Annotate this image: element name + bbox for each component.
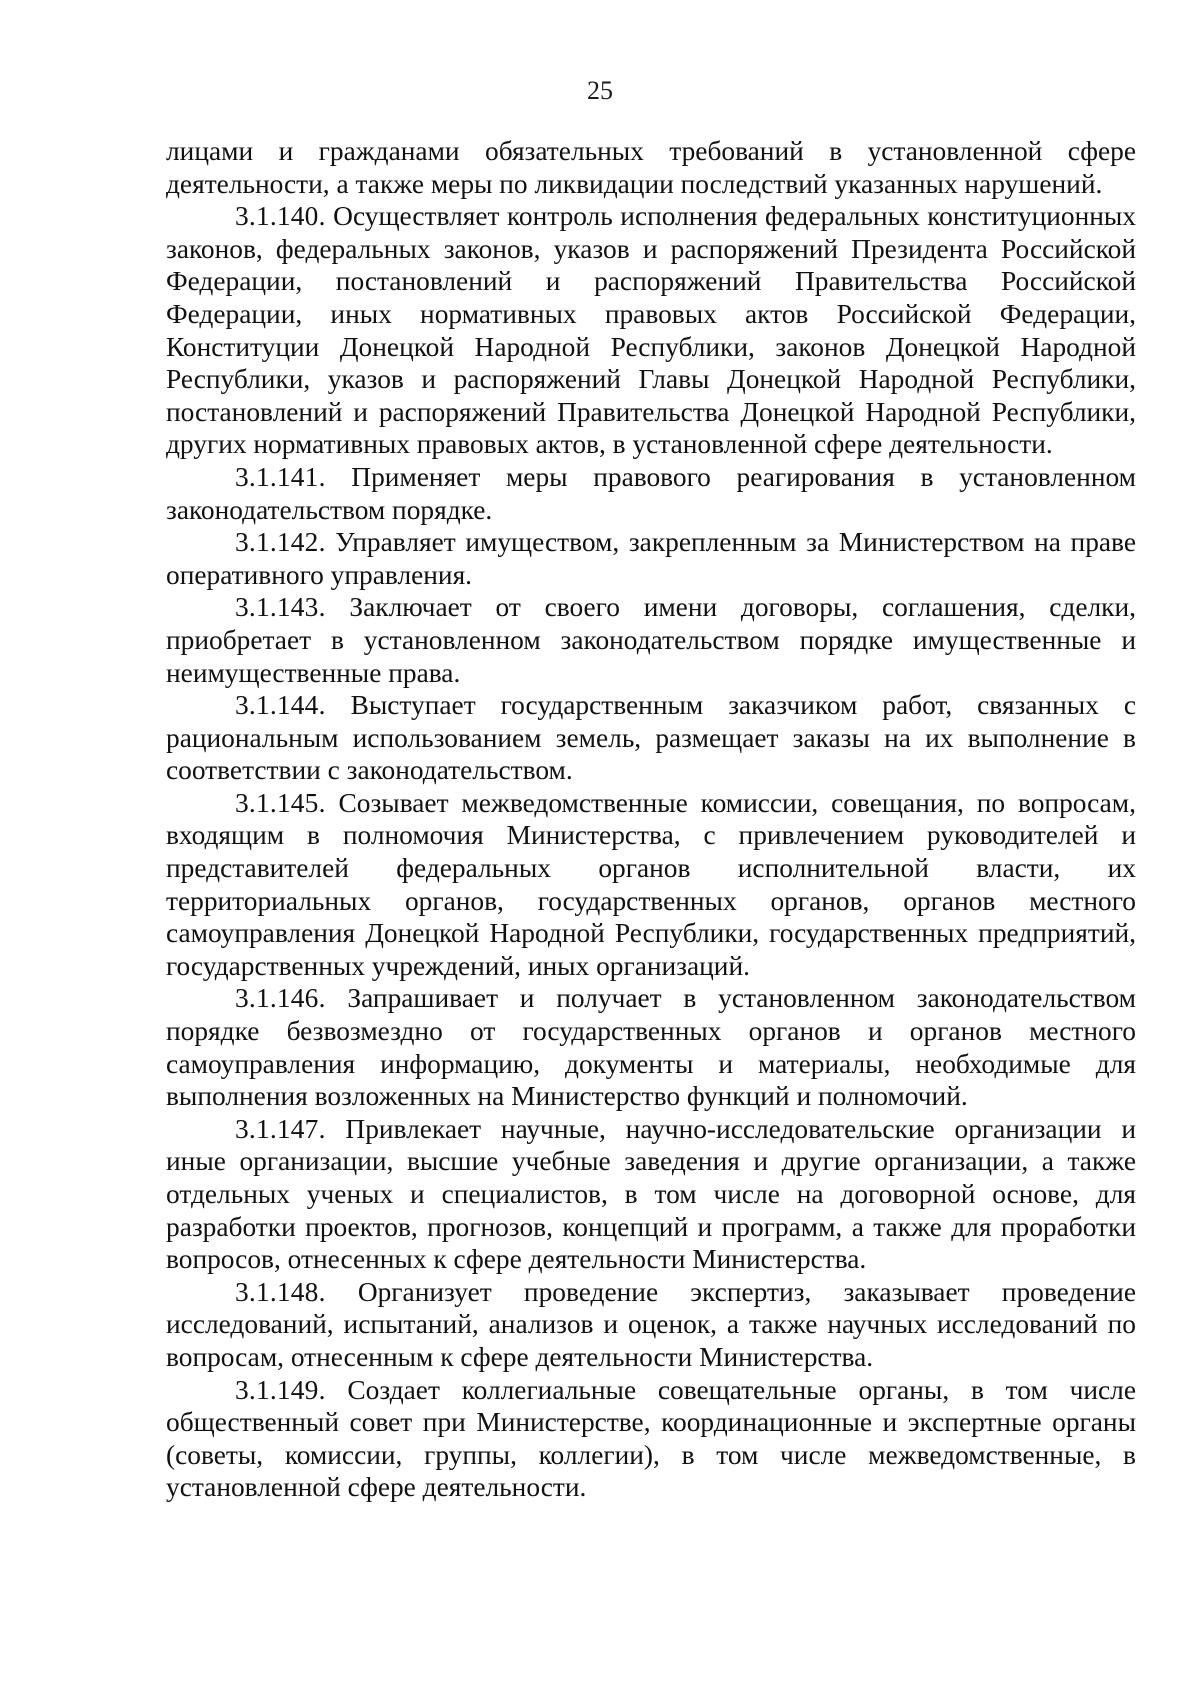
paragraph-number: 3.1.149. (235, 1374, 326, 1405)
paragraph-number: 3.1.141. (235, 461, 326, 492)
paragraph-number: 3.1.143. (235, 592, 326, 623)
paragraph-number: 3.1.148. (235, 1276, 326, 1307)
paragraph-number: 3.1.142. (235, 527, 326, 558)
paragraph-number: 3.1.146. (235, 983, 326, 1014)
paragraph-3-1-147 (166, 1113, 1136, 1276)
paragraph-3-1-145 (166, 787, 1136, 983)
paragraph-number: 3.1.147. (235, 1113, 326, 1144)
paragraph-text: Управляет имуществом, закрепленным за Министерством на праве оперативного управления. (166, 527, 1136, 590)
paragraph-text: Выступает государственным заказчиком работ, связанных с рациональным использованием земель, размещает заказы на их выполнение в соответствии с законодательством. (166, 690, 1136, 786)
paragraph-text: лицами и гражданами обязательных требований в установленной сфере деятельности, а также меры по ликвидации последствий указанных нарушений. (166, 136, 1136, 199)
paragraph-3-1-143 (166, 591, 1136, 689)
paragraph-text: Привлекает научные, научно-исследовательские организации и иные организации, высшие учебные заведения и другие организации, а также отдельных ученых и специалистов, в том числе на договорной основе, для разработки проектов, прогнозов, концепций и программ, а также для проработки вопросов, отнесенных к сфере деятельности Министерства. (166, 1113, 1136, 1275)
paragraph-3-1-142 (166, 526, 1136, 591)
paragraph-text: Осуществляет контроль исполнения федеральных конституционных законов, федеральных законов, указов и распоряжений Президента Российской Федерации, постановлений и распоряжений Правительства Российской Федерации, иных нормативных правовых актов Российской Федерации, Конституции Донецкой Народной Республики, законов Донецкой Народной Республики, указов и распоряжений Главы Донецкой Народной Республики, постановлений и распоряжений Правительства Донецкой Народной Республики, других нормативных правовых актов, в установленной сфере деятельности. (166, 201, 1137, 460)
paragraph-text: Применяет меры правового реагирования в установленном законодательством порядке. (166, 461, 1136, 525)
paragraph-continuation (166, 135, 1136, 200)
paragraph-3-1-141 (166, 461, 1136, 526)
page-number: 25 (587, 76, 613, 105)
paragraph-number: 3.1.145. (235, 787, 326, 818)
paragraph-3-1-140 (166, 200, 1136, 461)
paragraph-text: Организует проведение экспертиз, заказывает проведение исследований, испытаний, анализов и оценок, а также научных исследований по вопросам, отнесенным к сфере деятельности Министерства. (166, 1276, 1136, 1372)
paragraph-3-1-149 (166, 1374, 1136, 1504)
paragraph-text: Созывает межведомственные комиссии, совещания, по вопросам, входящим в полномочия Министерства, с привлечением руководителей и представителей федеральных органов исполнительной власти, их территориальных органов, государственных органов, органов местного самоуправления Донецкой Народной Республики, государственных предприятий, государственных учреждений, иных организаций. (166, 787, 1136, 981)
paragraph-3-1-148 (166, 1276, 1136, 1374)
document-body (166, 135, 1136, 1504)
paragraph-number: 3.1.140. (235, 201, 326, 232)
paragraph-text: Заключает от своего имени договоры, соглашения, сделки, приобретает в установленном законодательством порядке имущественные и неимущественные права. (166, 592, 1136, 688)
paragraph-text: Запрашивает и получает в установленном законодательством порядке безвозмездно от государственных органов и органов местного самоуправления информацию, документы и материалы, необходимые для выполнения возложенных на Министерство функций и полномочий. (166, 983, 1136, 1112)
paragraph-number: 3.1.144. (235, 690, 326, 721)
paragraph-3-1-146 (166, 982, 1136, 1112)
paragraph-text: Создает коллегиальные совещательные органы, в том числе общественный совет при Министерстве, координационные и экспертные органы (советы, комиссии, группы, коллегии), в том числе межведомственные, в установленной сфере деятельности. (166, 1374, 1136, 1503)
paragraph-3-1-144 (166, 689, 1136, 787)
